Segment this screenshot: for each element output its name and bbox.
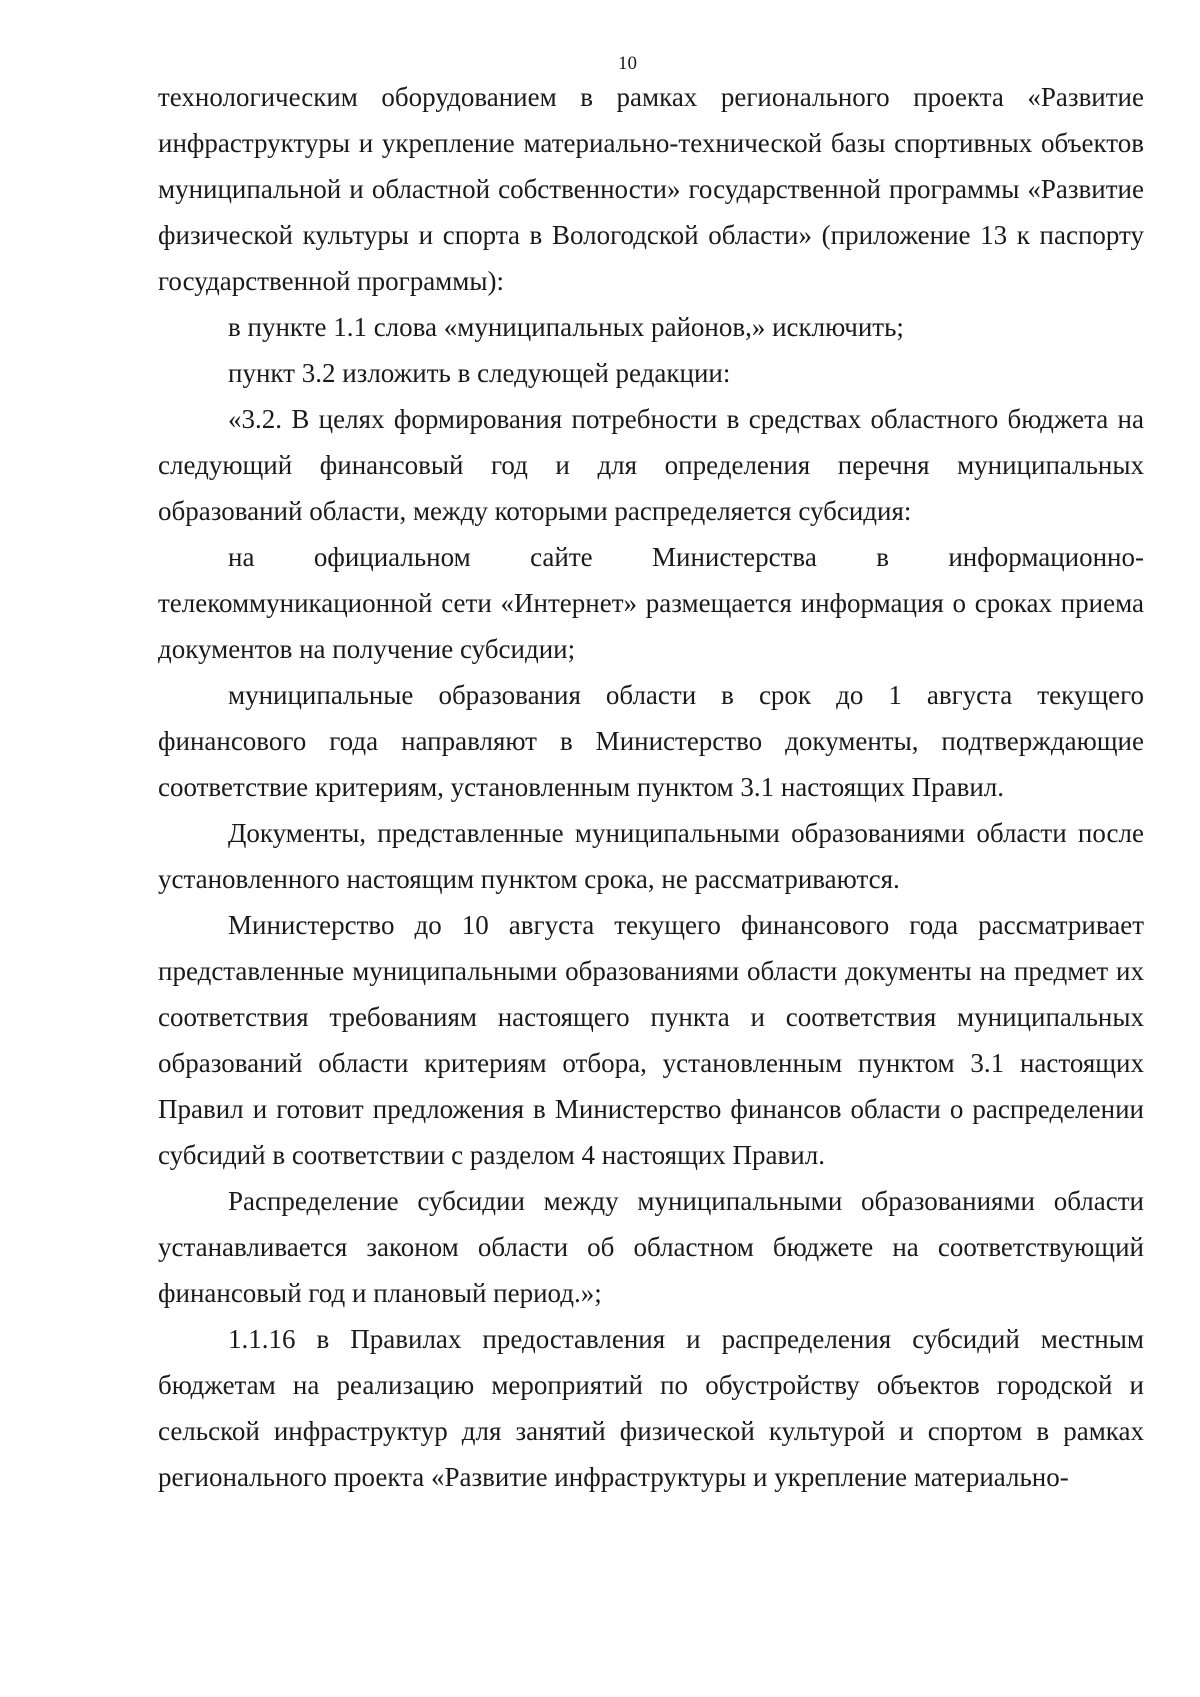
paragraph-official-site: на официальном сайте Министерства в информационно-телекоммуникационной сети «Интернет» размещается информация о сроках приема документов на получение субсидии; bbox=[158, 542, 1144, 664]
paragraph-item-3-2-intro: пункт 3.2 изложить в следующей редакции: bbox=[228, 358, 731, 388]
paragraph-3-2-text: «3.2. В целях формирования потребности в средствах областного бюджета на следующий финансовый год и для определения перечня муниципальных образований области, между которыми распределяется субсидия: bbox=[158, 404, 1144, 526]
paragraph-distribution: Распределение субсидии между муниципальными образованиями области устанавливается законом области об областном бюджете на соответствующий финансовый год и плановый период.»; bbox=[158, 1186, 1144, 1308]
paragraph-ministry-review: Министерство до 10 августа текущего финансового года рассматривает представленные муниципальными образованиями области документы на предмет их соответствия требованиям настоящего пункта и соответствия муниципальных образований области критериям отбора, установленным пунктом 3.1 настоящих Правил и готовит предложения в Министерство финансов области о распределении субсидий в соответствии с разделом 4 настоящих Правил. bbox=[158, 910, 1144, 1170]
paragraph-deadline-august-1: муниципальные образования области в срок до 1 августа текущего финансового года направляют в Министерство документы, подтверждающие соответствие критериям, установленным пунктом 3.1 настоящих Правил. bbox=[158, 680, 1144, 802]
paragraph-intro: технологическим оборудованием в рамках регионального проекта «Развитие инфраструктуры и укрепление материально-технической базы спортивных объектов муниципальной и областной собственности» государственной программы «Развитие физической культуры и спорта в Вологодской области» (приложение 13 к паспорту государственной программы): bbox=[158, 82, 1144, 296]
document-body bbox=[158, 74, 1144, 1500]
page-number: 10 bbox=[618, 53, 637, 74]
paragraph-item-1-1: в пункте 1.1 слова «муниципальных районов,» исключить; bbox=[228, 312, 904, 342]
paragraph-late-documents: Документы, представленные муниципальными образованиями области после установленного настоящим пунктом срока, не рассматриваются. bbox=[158, 818, 1144, 894]
paragraph-item-1-1-16: 1.1.16 в Правилах предоставления и распределения субсидий местным бюджетам на реализацию мероприятий по обустройству объектов городской и сельской инфраструктур для занятий физической культурой и спортом в рамках регионального проекта «Развитие инфраструктуры и укрепление материально- bbox=[158, 1324, 1144, 1492]
